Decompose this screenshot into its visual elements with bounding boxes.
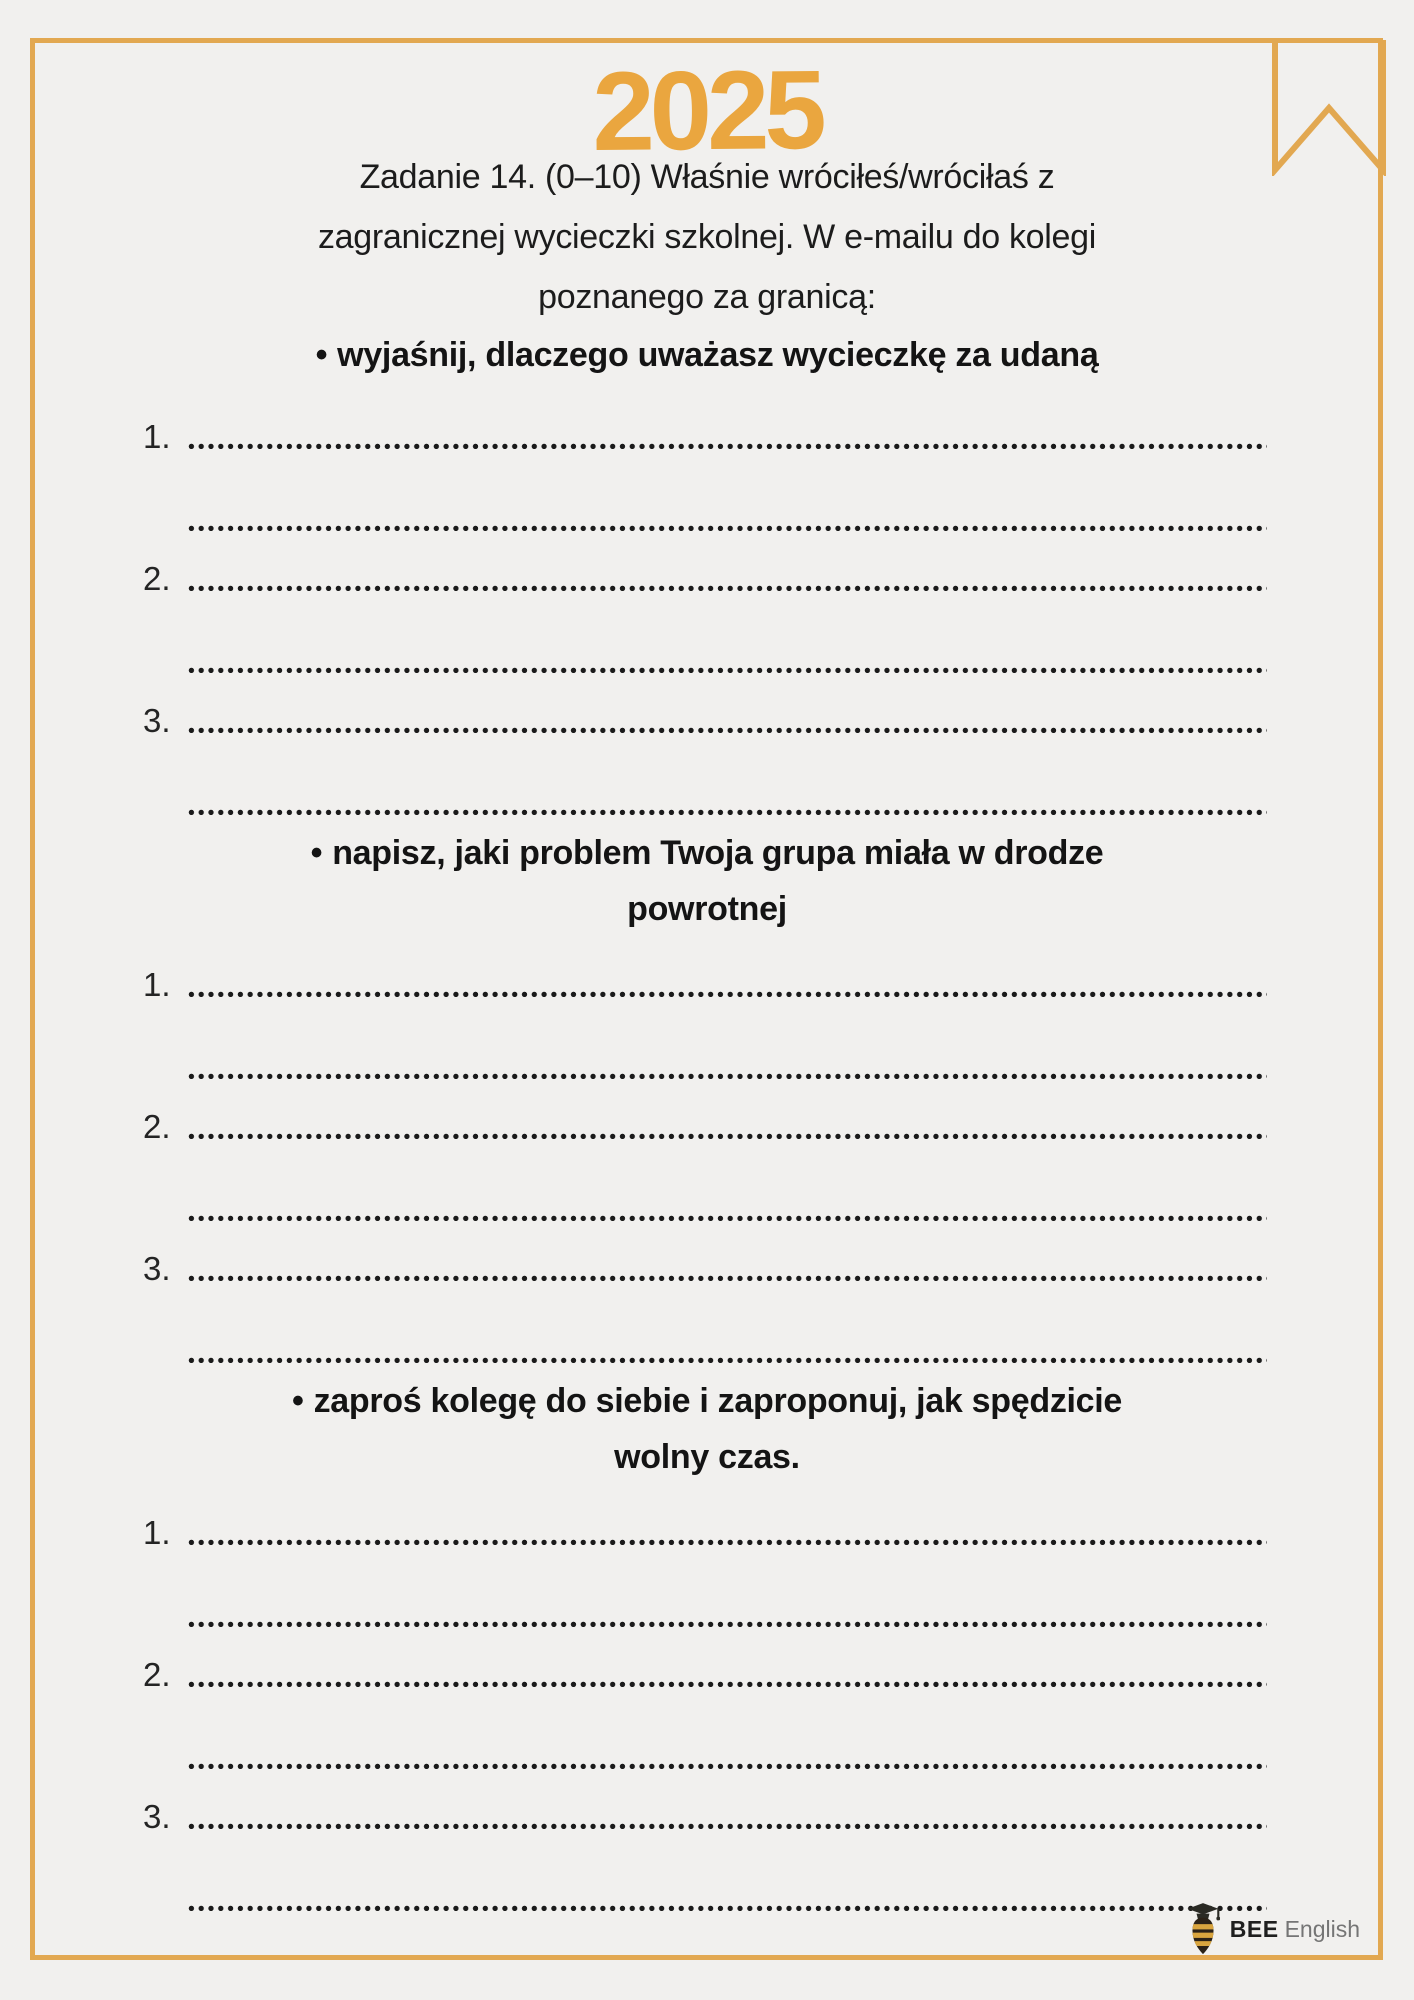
brand-logo — [1186, 1902, 1360, 1956]
dotted-rule — [188, 1073, 1267, 1080]
bee-graduate-icon — [1186, 1902, 1220, 1956]
answer-line-continuation — [143, 499, 1267, 535]
section-2-heading — [0, 825, 1414, 937]
dotted-rule — [188, 1357, 1267, 1364]
dotted-rule — [188, 1681, 1267, 1688]
line-number: 3. — [143, 1798, 171, 1835]
brand-name-bold: BEE — [1229, 1915, 1279, 1942]
answer-line — [143, 559, 1267, 595]
answer-line — [143, 1513, 1267, 1549]
section-3-answer-lines — [143, 1513, 1267, 1915]
line-number: 2. — [143, 1656, 171, 1693]
answer-line-continuation — [143, 783, 1267, 819]
dotted-rule — [188, 667, 1267, 674]
dotted-rule — [188, 443, 1267, 450]
answer-line — [143, 1249, 1267, 1285]
dotted-rule — [188, 727, 1267, 734]
answer-line-continuation — [143, 1595, 1267, 1631]
dotted-rule — [188, 1763, 1267, 1770]
answer-line — [143, 965, 1267, 1001]
dotted-rule — [188, 1215, 1267, 1222]
dotted-rule — [188, 1275, 1267, 1282]
answer-line — [143, 1797, 1267, 1833]
line-number: 3. — [143, 702, 171, 739]
bullet-marker: • — [315, 336, 328, 374]
answer-line — [143, 1655, 1267, 1691]
bullet-marker: • — [291, 1382, 304, 1420]
answer-line-continuation — [143, 641, 1267, 677]
section-2-answer-lines — [143, 965, 1267, 1367]
dotted-rule — [188, 1621, 1267, 1628]
section-2-heading-text: napisz, jaki problem Twoja grupa miała w drodze — [332, 834, 1104, 872]
year-title: 2025 — [591, 47, 823, 174]
dotted-rule — [188, 991, 1267, 998]
answer-line-continuation — [143, 1331, 1267, 1367]
line-number: 3. — [143, 1250, 171, 1287]
line-number: 2. — [143, 1108, 171, 1145]
task-intro — [0, 147, 1414, 327]
section-3-heading — [0, 1373, 1414, 1485]
dotted-rule — [188, 1823, 1267, 1830]
section-1-heading — [0, 327, 1414, 383]
section-1-answer-lines — [143, 417, 1267, 819]
brand-name-regular: English — [1284, 1915, 1360, 1942]
line-number: 1. — [143, 1514, 171, 1551]
section-1-heading-text: wyjaśnij, dlaczego uważasz wycieczkę za udaną — [337, 336, 1099, 374]
dotted-rule — [188, 525, 1267, 532]
dotted-rule — [188, 585, 1267, 592]
answer-line — [143, 701, 1267, 737]
section-2-heading-text: powrotnej — [627, 890, 787, 928]
answer-line — [143, 417, 1267, 453]
answer-line-continuation — [143, 1047, 1267, 1083]
task-intro-line: zagranicznej wycieczki szkolnej. W e-mailu do kolegi — [317, 218, 1097, 256]
section-3-heading-text: wolny czas. — [614, 1438, 800, 1476]
bullet-marker: • — [310, 834, 323, 872]
line-number: 1. — [143, 418, 171, 455]
dotted-rule — [188, 1539, 1267, 1546]
answer-line — [143, 1107, 1267, 1143]
dotted-rule — [188, 1133, 1267, 1140]
answer-line-continuation — [143, 1737, 1267, 1773]
dotted-rule — [188, 809, 1267, 816]
dotted-rule — [188, 1905, 1267, 1912]
line-number: 2. — [143, 560, 171, 597]
task-intro-line: Zadanie 14. (0–10) Właśnie wróciłeś/wróciłaś z — [359, 158, 1055, 196]
section-3-heading-text: zaproś kolegę do siebie i zaproponuj, jak spędzicie — [313, 1382, 1123, 1420]
answer-line-continuation — [143, 1879, 1267, 1915]
line-number: 1. — [143, 966, 171, 1003]
answer-line-continuation — [143, 1189, 1267, 1225]
task-intro-line: poznanego za granicą: — [538, 278, 876, 316]
